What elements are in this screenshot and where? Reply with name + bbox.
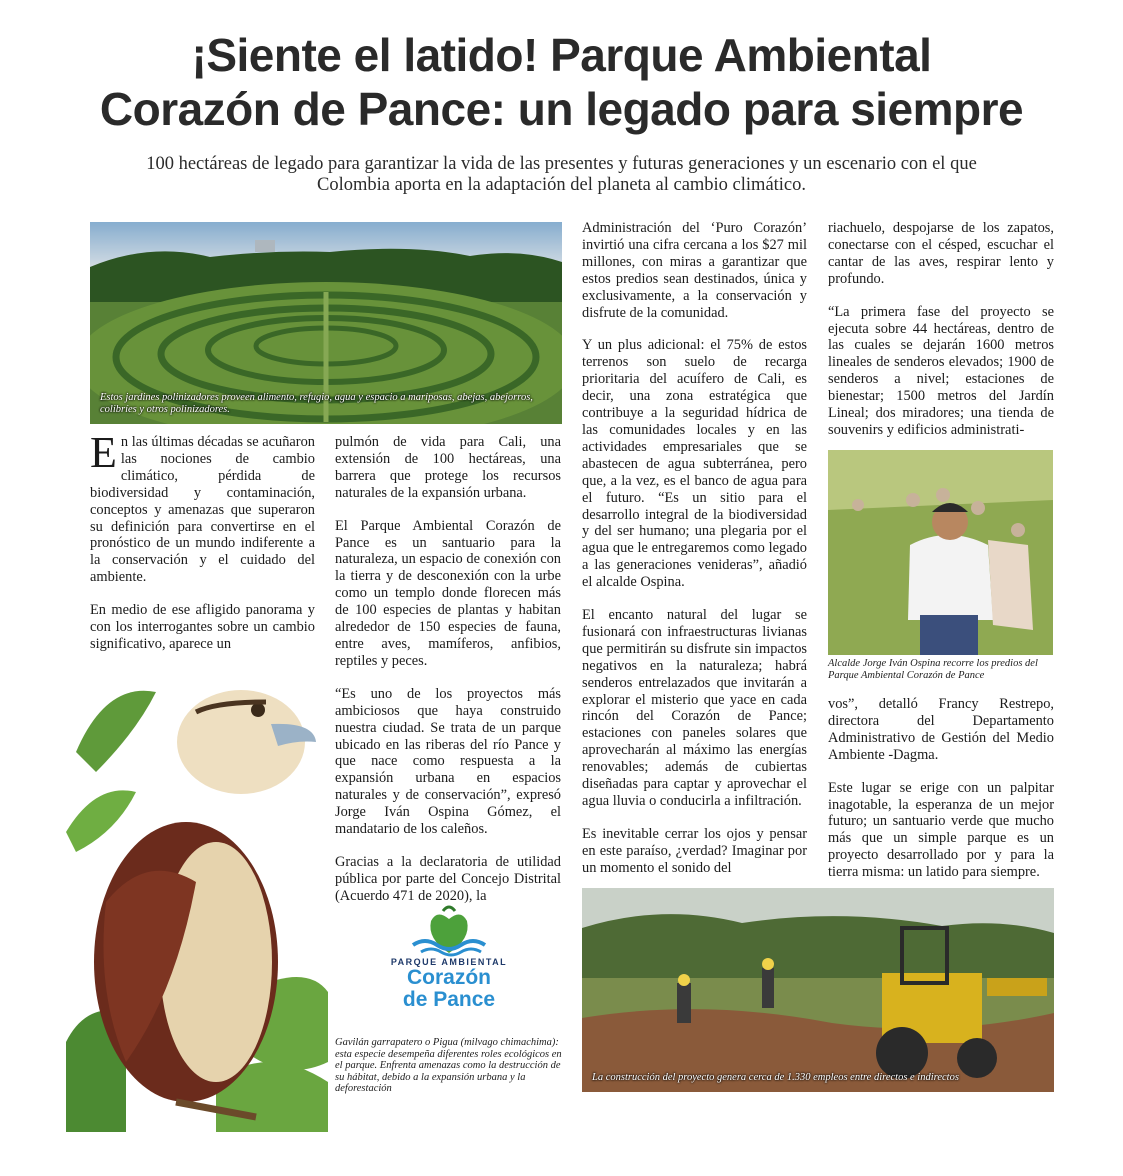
column-3-paragraph-4: Es inevitable cerrar los ojos y pensar en este paraíso, ¿verdad? Imaginar por un momento el sonido del (582, 825, 807, 876)
column-4-continued (828, 696, 1054, 881)
heart-logo-icon (407, 905, 491, 957)
deck-subtitle: 100 hectáreas de legado para garantizar la vida de las presentes y futuras generaciones y un escenario con el que Colombia aporta en la adaptación del planeta al cambio climático. (146, 154, 977, 195)
column-3-paragraph-1: Administración del ‘Puro Corazón’ invirtió una cifra cercana a los $27 mil millones, con miras a garantizar que estos predios sean destinados, única y exclusivamente, a la conservación y disfrute de la comunidad. (582, 220, 807, 321)
garden-photo-caption: Estos jardines polinizadores proveen alimento, refugio, agua y espacio a mariposas, abejas, abejorros, colibríes y otros polinizadores. (100, 392, 533, 415)
mayor-photo (828, 450, 1053, 655)
column-1-paragraph-2: En medio de ese afligido panorama y con los interrogantes sobre un cambio significativo, aparece un (90, 602, 315, 652)
column-3 (582, 220, 807, 877)
construction-photo-caption: La construcción del proyecto genera cerca de 1.330 empleos entre directos e indirectos (592, 1072, 959, 1083)
park-logo (384, 905, 514, 1027)
column-4-paragraph-1: riachuelo, despojarse de los zapatos, conectarse con el césped, escuchar el cantar de las aves, respirar lento y profundo. (828, 220, 1054, 287)
column-1-paragraph-1: En las últimas décadas se acuñaron las nociones de cambio climático, pérdida de biodiversidad y contaminación, conceptos y amenazas que superaron su definición para convertirse en el pronóstico de un mundo indiferente a la conservación y el cuidado del ambiente. (90, 428, 315, 586)
column-3-paragraph-3: El encanto natural del lugar se fusionará con infraestructuras livianas que permitirán su disfrute sin impactos negativos en la naturaleza; habrá senderos entrelazados que invitarán a explorar el misterio que yace en cada rincón del Corazón de Pance; estaciones con paneles solares que aprovecharán al máximo las energías renovables; además de cubiertas diseñadas para captar y aprovechar el agua lluvia o conducirla a infiltración. (582, 607, 807, 809)
garden-photo (90, 222, 562, 424)
column-2-paragraph-4: Gracias a la declaratoria de utilidad pública por parte del Concejo Distrital (Acuerdo 471 de 2020), la (335, 853, 561, 904)
headline (40, 28, 1083, 136)
column-4-paragraph-2: “La primera fase del proyecto se ejecuta sobre 44 hectáreas, dentro de las cuales se dejarán 1600 metros lineales de senderos elevados; 1900 de senderos a nivel; estaciones de bienestar; 1500 metros del Jardín Lineal; dos miradores; una tienda de souvenirs y edificios administrati- (828, 303, 1054, 438)
column-2 (335, 434, 561, 905)
column-2-paragraph-1: pulmón de vida para Cali, una extensión de 100 hectáreas, una barrera que protege los recursos naturales de la expansión urbana. (335, 434, 561, 501)
mayor-photo-caption: Alcalde Jorge Iván Ospina recorre los predios del Parque Ambiental Corazón de Pance (828, 658, 1038, 681)
logo-small-text: PARQUE AMBIENTAL (390, 957, 508, 967)
column-4-paragraph-4: Este lugar se erige con un palpitar inagotable, la esperanza de un mejor futuro; un santuario verde que mucho más que un simple parque es un proyecto desarrollado por y para la tierra misma: un latido para siempre. (828, 779, 1054, 881)
bird-caption: Gavilán garrapatero o Pigua (milvago chimachima): esta especie desempeña diferentes roles ecológicos en el parque. Enfrenta amenazas como la destrucción de su hábitat, debido a la expansión urbana y la deforestación (335, 1037, 562, 1095)
bird-illustration (66, 662, 328, 1132)
column-4-paragraph-3: vos”, detalló Francy Restrepo, directora del Departamento Administrativo de Gestión del Medio Ambiente -Dagma. (828, 696, 1054, 763)
column-2-paragraph-3: “Es uno de los proyectos más ambiciosos que haya construido nuestra ciudad. Se trata de un parque ubicado en las riberas del río Pance y que nace como respuesta a la expansión urbana en espacios naturales y de conservación”, expresó Jorge Iván Ospina Gómez, el mandatario de los caleños. (335, 685, 561, 838)
column-4 (828, 220, 1054, 439)
column-3-paragraph-2: Y un plus adicional: el 75% de estos terrenos son suelo de recarga prioritaria del acuífero de Cali, es decir, una zona estratégica que contribuye a la seguridad hídrica de las comunidades locales y en las actividades empresariales que se abastecen de agua subterránea, pero que, a la vez, es el banco de agua para el futuro. “Es un sitio para el desarrollo integral de la biodiversidad y del ser humano; una plegaria por el agua que le entregaremos como legado a las generaciones venideras”, añadió el alcalde Ospina. (582, 337, 807, 591)
drop-cap: E (90, 428, 117, 477)
logo-line-2: de Pance (402, 988, 496, 1011)
headline-line-2: Corazón de Pance: un legado para siempre (99, 83, 1024, 135)
column-2-paragraph-2: El Parque Ambiental Corazón de Pance es un santuario para la naturaleza, un espacio de conexión con la tierra y de desconexión con la urbe como un templo donde florecen más de 100 especies de plantas y habitan alrededor de 150 especies de fauna, entre aves, mamíferos, anfibios, reptiles y peces. (335, 517, 561, 669)
headline-line-1: ¡Siente el latido! Parque Ambiental (191, 29, 932, 81)
logo-line-1: Corazón (407, 966, 491, 989)
column-1 (90, 428, 315, 653)
construction-photo (582, 888, 1054, 1092)
